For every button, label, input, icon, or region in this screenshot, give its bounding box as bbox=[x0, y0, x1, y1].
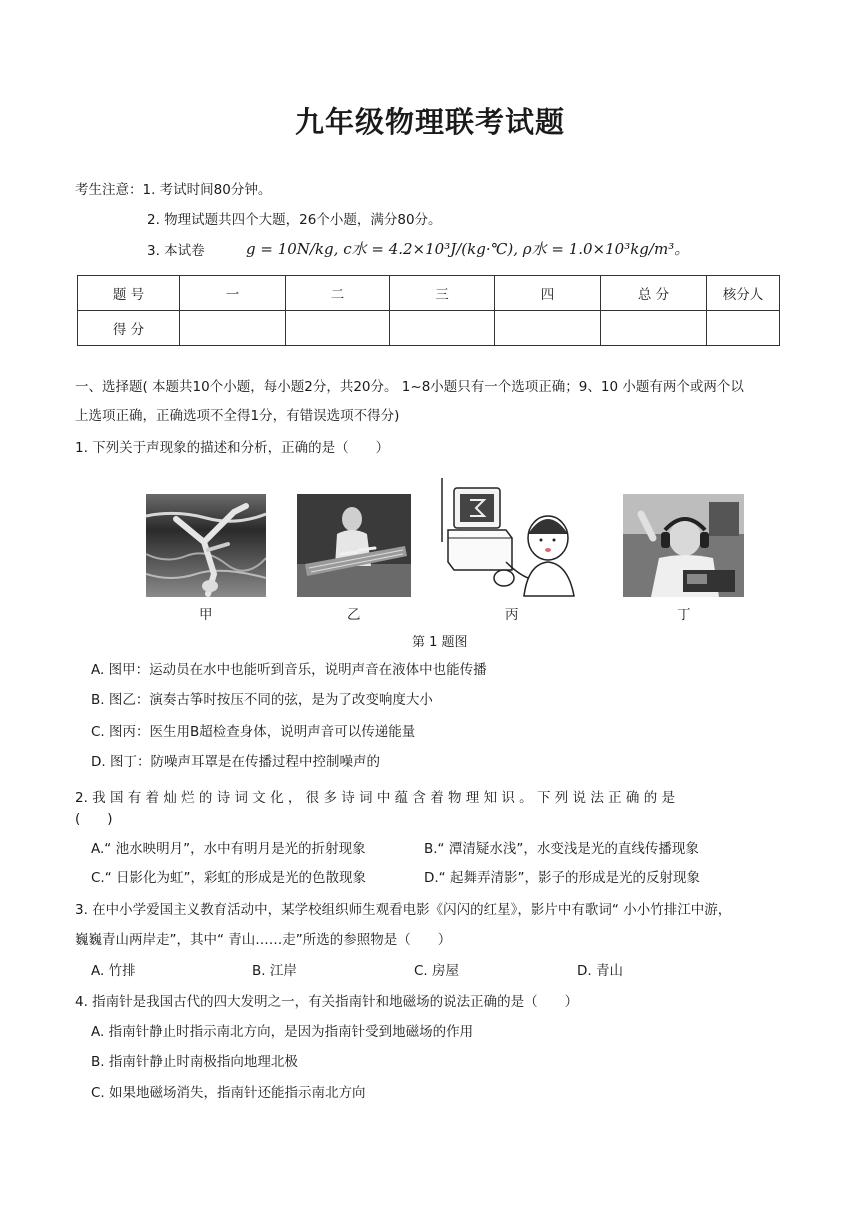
table-header-cell: 核分人 bbox=[707, 276, 780, 311]
question-3-option-a[interactable]: A. 竹排 bbox=[91, 963, 136, 979]
figure-label-yi: 乙 bbox=[347, 607, 361, 623]
question-4-stem: 4. 指南针是我国古代的四大发明之一，有关指南针和地磁场的说法正确的是（ ） bbox=[75, 994, 579, 1010]
figure-label-ding: 丁 bbox=[677, 607, 691, 623]
question-2-stem-cont: ( ) bbox=[75, 811, 113, 827]
score-table-score-row bbox=[78, 311, 780, 346]
earmuff-photo bbox=[623, 494, 744, 597]
guzheng-photo bbox=[297, 494, 411, 597]
score-cell[interactable] bbox=[180, 311, 286, 346]
table-header-cell: 题 号 bbox=[78, 276, 180, 311]
score-table-header-row bbox=[78, 276, 780, 311]
question-3-stem: 3. 在中小学爱国主义教育活动中，某学校组织师生观看电影《闪闪的红星》，影片中有歌词“ 小小竹排江中游， bbox=[75, 902, 732, 918]
table-header-cell: 三 bbox=[390, 276, 495, 311]
score-cell[interactable] bbox=[390, 311, 495, 346]
question-1-option-b[interactable]: B. 图乙：演奏古筝时按压不同的弦，是为了改变响度大小 bbox=[91, 692, 433, 708]
table-header-cell: 二 bbox=[286, 276, 390, 311]
score-cell[interactable] bbox=[707, 311, 780, 346]
question-2-option-b[interactable]: B.“ 潭清疑水浅”，水变浅是光的直线传播现象 bbox=[424, 841, 699, 857]
score-cell[interactable] bbox=[601, 311, 707, 346]
score-table bbox=[77, 275, 780, 346]
question-2-option-d[interactable]: D.“ 起舞弄清影”，影子的形成是光的反射现象 bbox=[424, 870, 700, 886]
figure-label-jia: 甲 bbox=[199, 607, 213, 623]
question-3-stem-cont: 巍巍青山两岸走”，其中“ 青山……走”所选的参照物是（ ） bbox=[75, 932, 452, 948]
question-3-option-d[interactable]: D. 青山 bbox=[577, 963, 623, 979]
question-3-option-b[interactable]: B. 江岸 bbox=[252, 963, 297, 979]
score-cell[interactable] bbox=[495, 311, 601, 346]
question-1-option-a[interactable]: A. 图甲：运动员在水中也能听到音乐，说明声音在液体中也能传播 bbox=[91, 662, 487, 678]
notice-line-3: 3. 本试卷 bbox=[147, 243, 205, 259]
question-1-stem: 1. 下列关于声现象的描述和分析，正确的是（ ） bbox=[75, 440, 390, 456]
section-1-instructions-line-2: 上选项正确，正确选项不全得1分，有错误选项不得分) bbox=[75, 408, 400, 424]
constants-formula: g = 10N/kg, c水 = 4.2×10³J/(kg·℃), ρ水 = 1.0×10³kg/m³。 bbox=[246, 240, 690, 258]
question-1-option-c[interactable]: C. 图丙：医生用B超检查身体，说明声音可以传递能量 bbox=[91, 724, 416, 740]
table-header-cell: 总 分 bbox=[601, 276, 707, 311]
table-header-cell: 一 bbox=[180, 276, 286, 311]
question-2-option-c[interactable]: C.“ 日影化为虹”，彩虹的形成是光的色散现象 bbox=[91, 870, 366, 886]
ultrasound-illustration bbox=[440, 478, 582, 598]
question-4-option-c[interactable]: C. 如果地磁场消失，指南针还能指示南北方向 bbox=[91, 1085, 366, 1101]
question-2-option-a[interactable]: A.“ 池水映明月”，水中有明月是光的折射现象 bbox=[91, 841, 366, 857]
question-4-option-a[interactable]: A. 指南针静止时指示南北方向，是因为指南针受到地磁场的作用 bbox=[91, 1024, 474, 1040]
figure-caption: 第 1 题图 bbox=[412, 635, 468, 650]
table-header-cell: 四 bbox=[495, 276, 601, 311]
notice-line-2: 2. 物理试题共四个大题，26个小题，满分80分。 bbox=[147, 212, 442, 228]
section-1-instructions-line-1: 一、选择题( 本题共10个小题，每小题2分，共20分。 1~8小题只有一个选项正确；9、10 小题有两个或两个以 bbox=[75, 379, 744, 395]
notice-line-1: 考生注意：1. 考试时间80分钟。 bbox=[75, 182, 272, 198]
table-row-label: 得 分 bbox=[78, 311, 180, 346]
question-3-option-c[interactable]: C. 房屋 bbox=[414, 963, 460, 979]
page-title: 九年级物理联考试题 bbox=[294, 105, 565, 139]
swimmer-photo bbox=[146, 494, 266, 597]
question-1-option-d[interactable]: D. 图丁：防噪声耳罩是在传播过程中控制噪声的 bbox=[91, 754, 380, 770]
question-4-option-b[interactable]: B. 指南针静止时南极指向地理北极 bbox=[91, 1054, 298, 1070]
score-cell[interactable] bbox=[286, 311, 390, 346]
figure-label-bing: 丙 bbox=[505, 607, 519, 623]
question-2-stem: 2. 我 国 有 着 灿 烂 的 诗 词 文 化 ， 很 多 诗 词 中 蕴 含 着 物 理 知 识 。 下 列 说 法 正 确 的 是 bbox=[75, 790, 675, 806]
